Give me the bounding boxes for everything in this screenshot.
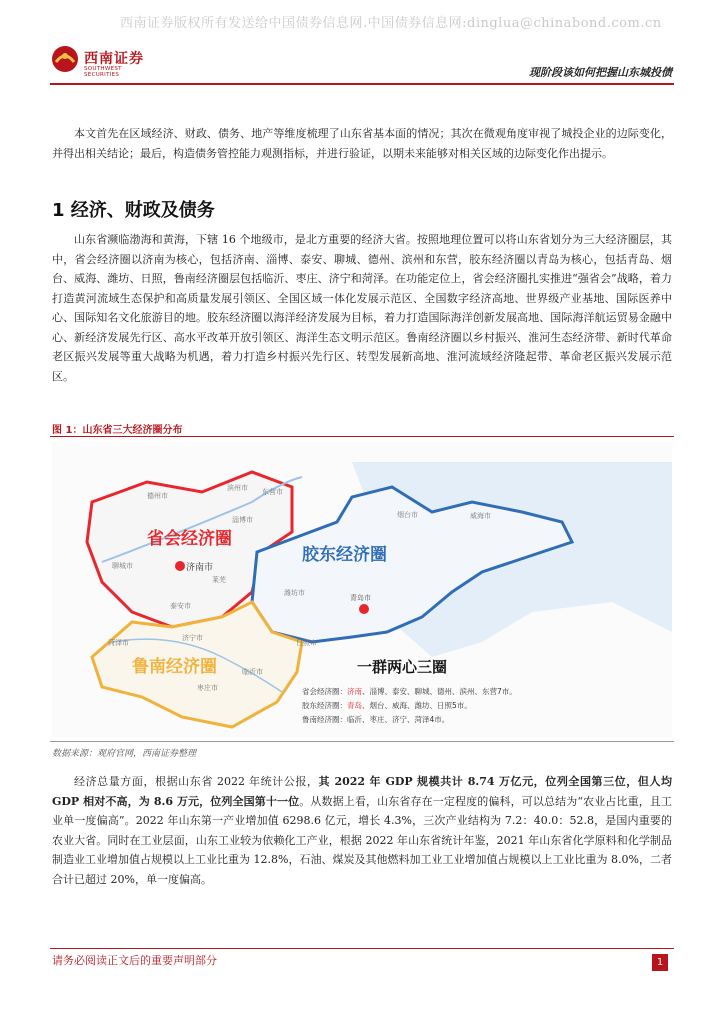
- figure-top-rule: [50, 436, 674, 437]
- legend-row-capital: [302, 686, 517, 696]
- legend-row-lunan: [302, 714, 449, 724]
- watermark: 西南证券版权所有发送给中国债券信息网.中国债券信息网:dinglua@chinabond.com.cn: [120, 16, 662, 31]
- legend-capital-prefix: 省会经济圈：: [302, 687, 347, 696]
- city-heze: 菏泽市: [108, 639, 129, 647]
- legend-row-jiaodong: [302, 700, 472, 710]
- footer-divider: [50, 948, 674, 949]
- core-marker-jinan: [175, 561, 185, 571]
- logo-name: 西南证券: [84, 51, 144, 67]
- figure-bottom-rule: [50, 741, 674, 742]
- label-jiaodong-region: 胶东经济圈: [302, 545, 387, 565]
- city-binzhou: 滨州市: [227, 484, 248, 492]
- legend-heading: 一群两心三圈: [357, 658, 448, 676]
- section-title: 1 经济、财政及债务: [52, 200, 215, 221]
- legend-jiaodong-prefix: 胶东经济圈：: [302, 701, 347, 710]
- gdp-text-2: 。从数据上看，山东省存在一定程度的偏科，可以总结为“农业占比重，且工业单一度偏高”。2022 年山东第一产业增加值 6298.6 亿元，增长 4.3%，三次产业结构为 7.2：40.0：52.8，是国内重要的农业大省。同时在工业层面，山东工业较为依赖化工产业，根据 2022 年山东省统计年鉴，2021 年山东省化学原料和化学制品制造业工业增加值占规模以上工业比重为 12.8%，石油、煤炭及其他燃料加工业工业增加值占规模以上工业比重为 8.0%，二者合计已超过 20%，单一度偏高。: [52, 794, 672, 886]
- page-number: 1: [652, 954, 668, 971]
- figure-source: 数据来源：观府官网，西南证券整理: [52, 749, 197, 759]
- city-liaocheng: 聊城市: [112, 562, 133, 570]
- footer-disclaimer: 请务必阅读正文后的重要声明部分: [52, 954, 217, 967]
- city-qingdao: 青岛市: [350, 594, 371, 602]
- city-weifang: 潍坊市: [284, 589, 305, 597]
- city-dezhou: 德州市: [147, 492, 168, 500]
- gdp-paragraph: [52, 772, 672, 889]
- city-zaozhuang: 枣庄市: [197, 684, 218, 692]
- gdp-highlight: 其 2022 年 GDP 规模共计 8.74 万亿元，位列全国第三位，但人均 GDP 相对不高，为 8.6 万元，位列全国第十一位: [52, 775, 672, 808]
- legend-lunan-prefix: 鲁南经济圈：: [302, 715, 347, 724]
- legend-capital-core: 济南: [347, 687, 362, 696]
- city-jinan: 济南市: [186, 563, 214, 573]
- label-capital-region: 省会经济圈: [147, 529, 232, 549]
- city-weihai: 威海市: [470, 512, 491, 520]
- legend-capital-rest: 、淄博、泰安、聊城、德州、滨州、东营7市。: [362, 687, 517, 696]
- city-zibo: 淄博市: [232, 516, 253, 524]
- logo: [50, 44, 150, 76]
- logo-english: SOUTHWEST SECURITIES: [84, 66, 122, 78]
- economy-paragraph: 山东省濒临渤海和黄海，下辖 16 个地级市，是北方重要的经济大省。按照地理位置可以将山东省划分为三大经济圈层，其中，省会经济圈以济南为核心，包括济南、淄博、泰安、聊城、德州、滨州和东营，胶东经济圈以青岛为核心，包括青岛、烟台、威海、潍坊、日照，鲁南经济圈层包括临沂、枣庄、济宁和菏泽。在功能定位上，省会经济圈扎实推进“强省会”战略，着力打造黄河流域生态保护和高质量发展引领区、全国区域一体化发展示范区、全国数字经济高地、世界级产业基地、国际医养中心、国际知名文化旅游目的地。胶东经济圈以海洋经济发展为目标，着力打造国际海洋创新发展高地、国际海洋航运贸易金融中心、新经济发展先行区、高水平改革开放引领区、海洋生态文明示范区。鲁南经济圈以乡村振兴、淮河生态经济带、新时代革命老区振兴发展等重大战略为机遇，着力打造乡村振兴先行区、转型发展新高地、淮河流域经济隆起带、革命老区振兴发展示范区。: [52, 233, 672, 383]
- city-linyi: 临沂市: [242, 668, 263, 676]
- city-taian: 泰安市: [170, 602, 191, 610]
- city-dongying: 东营市: [262, 488, 283, 496]
- figure-title: 图 1：山东省三大经济圈分布: [52, 425, 183, 436]
- legend-jiaodong-core: 青岛: [347, 701, 362, 710]
- report-title: 现阶段该如何把握山东城投债: [529, 66, 672, 79]
- city-rizhao: 日照市: [296, 639, 317, 647]
- logo-icon: [50, 44, 80, 74]
- legend-lunan-rest: 临沂、枣庄、济宁、菏泽4市。: [347, 715, 450, 724]
- city-yantai: 烟台市: [397, 511, 418, 519]
- legend-jiaodong-rest: 、烟台、威海、潍坊、日照5市。: [362, 701, 472, 710]
- gdp-text-1: 经济总量方面，根据山东省 2022 年统计公报，: [74, 775, 319, 788]
- label-lunan-region: 鲁南经济圈: [132, 657, 217, 677]
- header-divider: [50, 83, 674, 85]
- shandong-map: [52, 442, 672, 737]
- intro-paragraph: 本文首先在区域经济、财政、债务、地产等维度梳理了山东省基本面的情况；其次在微观角度审视了城投企业的边际变化，并得出相关结论；最后，构造债务管控能力观测指标，并进行验证，以期未来能够对相关区域的边际变化作出提示。: [52, 127, 672, 160]
- city-laiwu: 莱芜: [212, 576, 226, 584]
- city-jining: 济宁市: [182, 634, 203, 642]
- core-marker-qingdao: [359, 604, 369, 614]
